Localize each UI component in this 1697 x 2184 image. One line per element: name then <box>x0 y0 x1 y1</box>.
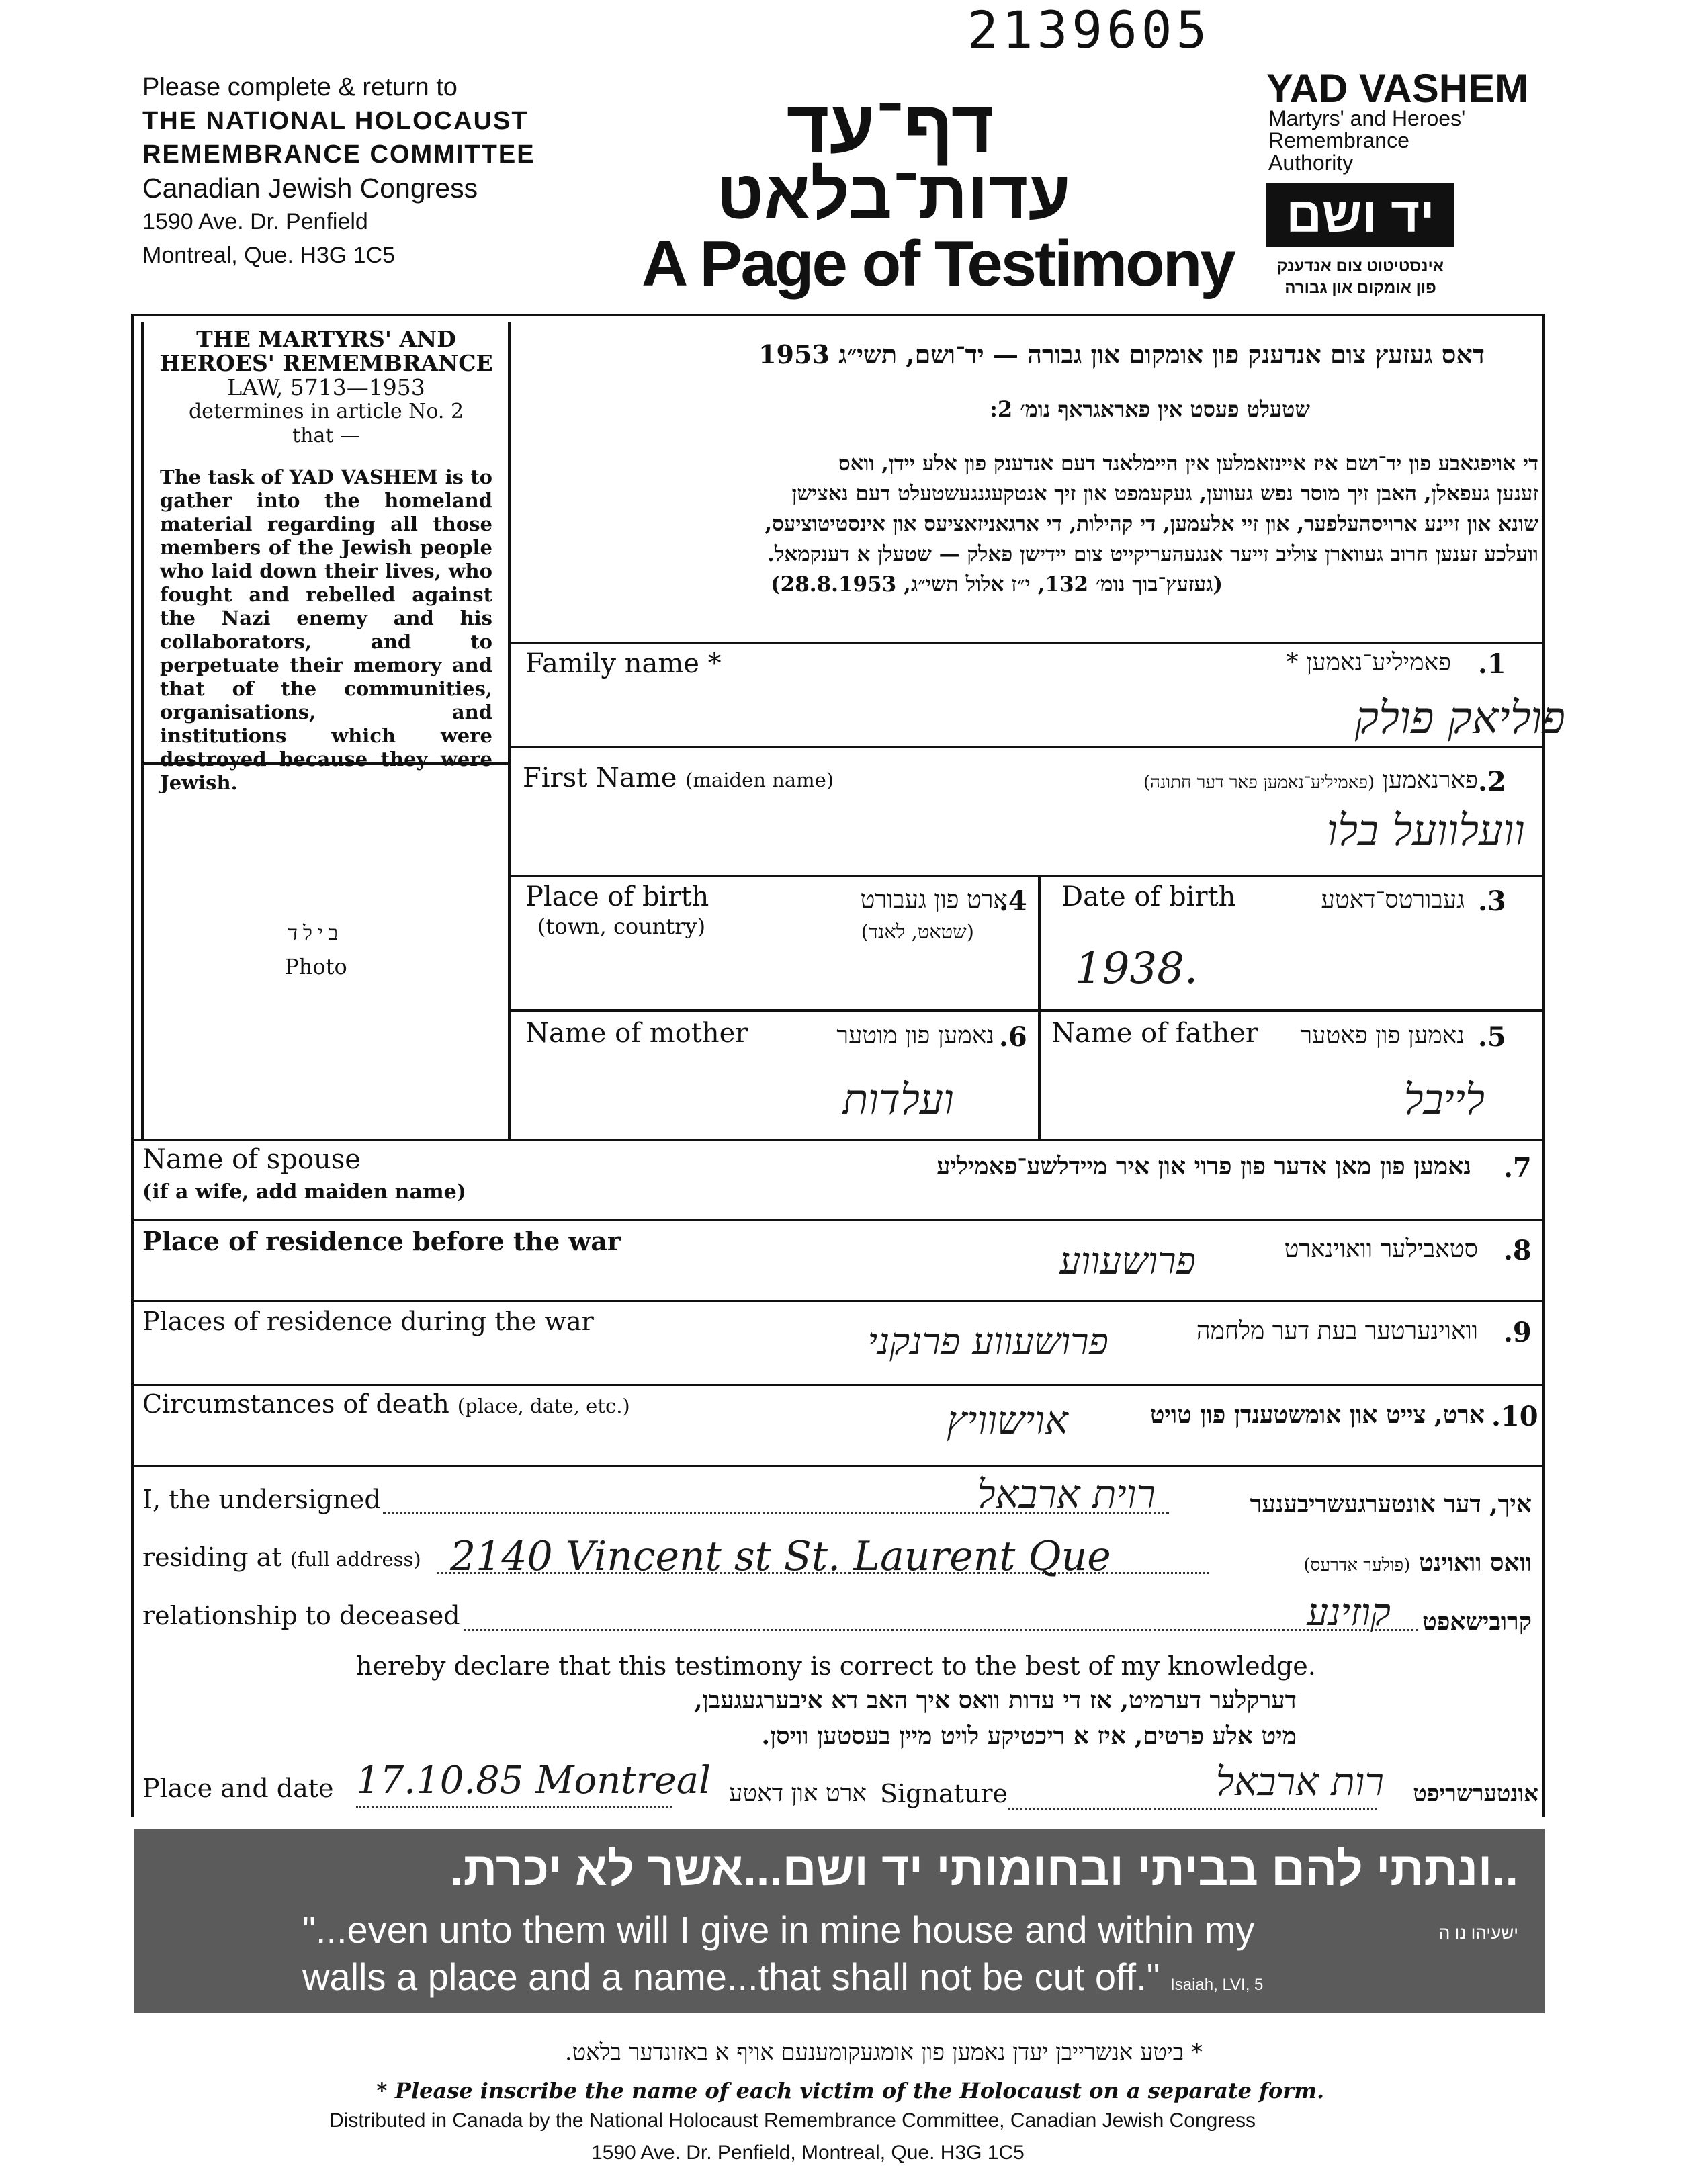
place-of-birth-yiddish-sub: (שטאט, לאנד) <box>861 920 974 943</box>
signature-yiddish: אונטערשריפט <box>1413 1780 1538 1807</box>
name-of-father-label: Name of father <box>1051 1018 1259 1049</box>
banner-english-1: "...even unto them will I give in mine house and within my <box>302 1909 1255 1951</box>
footer-yiddish <box>349 2039 1203 2066</box>
yv-line-2: Remembrance <box>1268 128 1409 152</box>
return-line-1: Please complete & return to <box>142 73 458 101</box>
return-line-6: Montreal, Que. H3G 1C5 <box>142 243 396 268</box>
spouse-label-yiddish: נאמען פון מאן אדער פון פרוי און איר מיידלשע־פאמיליע <box>937 1152 1471 1180</box>
title-yiddish-2: עדות־בלאט <box>716 157 1071 233</box>
family-name-label: Family name * <box>525 648 722 679</box>
residing-value[interactable]: 2140 Vincent st St. Laurent Que <box>450 1533 1111 1580</box>
footer-asterisk-2: * <box>376 2078 395 2103</box>
name-of-father-yiddish: נאמען פון פאטער <box>1300 1022 1465 1049</box>
signature-label: Signature <box>880 1779 1008 1808</box>
residence-during-label: Places of residence during the war <box>142 1307 594 1336</box>
spouse-label: Name of spouse <box>142 1144 361 1175</box>
relationship-value[interactable]: קוזינע <box>1307 1591 1391 1634</box>
undersigned-label: I, the undersigned <box>142 1485 381 1514</box>
return-line-2: THE NATIONAL HOLOCAUST <box>142 107 529 135</box>
yad-vashem-subtitle <box>1268 107 1465 174</box>
name-of-mother-yiddish: נאמען פון מוטער <box>836 1022 994 1049</box>
yv-line-1: Martyrs' and Heroes' <box>1268 106 1466 130</box>
residence-during-value[interactable]: פרושעווע פרנקני <box>867 1320 1108 1364</box>
circumstances-number: .10 <box>1491 1401 1538 1432</box>
residing-label <box>142 1542 421 1572</box>
law-box <box>153 327 499 448</box>
yv-line-3: Authority <box>1268 150 1354 175</box>
yiddish-law-body <box>531 449 1538 600</box>
date-of-birth-number: .3 <box>1478 885 1506 917</box>
place-date-yiddish: ארט און דאטע <box>729 1780 867 1807</box>
relationship-label: relationship to deceased <box>142 1601 460 1630</box>
photo-label-yiddish: בילד <box>288 922 344 945</box>
yv-yiddish-2: פון אומקום און גבורה <box>1285 279 1436 297</box>
name-of-father-number: .5 <box>1478 1021 1506 1053</box>
first-name-yi-sub: (פאמיליע־נאמען פאר דער חתונה) <box>1143 773 1375 793</box>
name-of-mother-number: .6 <box>999 1021 1027 1053</box>
circumstances-label-sub: (place, date, etc.) <box>457 1395 630 1417</box>
footer-english-text: Please inscribe the name of each victim of the Holocaust on a separate form. <box>394 2078 1325 2103</box>
circumstances-label-text: Circumstances of death <box>142 1389 449 1419</box>
return-address-block <box>142 71 535 272</box>
title-yiddish-1: דף־עד <box>786 85 994 168</box>
quote-banner <box>134 1829 1545 2013</box>
first-name-label-text: First Name <box>523 762 677 793</box>
circumstances-yiddish: ארט, צייט און אומשטענדן פון טויט <box>1149 1401 1485 1429</box>
banner-english-ref: Isaiah, LVI, 5 <box>1170 1976 1264 1994</box>
place-date-line <box>356 1806 672 1808</box>
place-of-birth-number: .4 <box>999 885 1027 917</box>
residence-during-number: .9 <box>1504 1317 1532 1348</box>
yiddish-law-line-6: וועלכע זענען חרוב געווארן צוליב זייער אנגעהעריקייט צום יידישן פאלק — שטעלן א דענקמאל. <box>767 542 1538 566</box>
residence-before-label: Place of residence before the war <box>142 1226 621 1256</box>
yiddish-law-sub: שטעלט פעסט אין פאראגראף נומ׳ 2: <box>990 396 1310 422</box>
law-line-4: determines in article No. 2 <box>188 400 464 423</box>
place-of-birth-yiddish: ארט פון געבורט <box>860 886 1008 914</box>
law-line-5: that — <box>292 424 360 447</box>
banner-english-2 <box>302 1955 1263 1999</box>
footer-english <box>376 2078 1324 2103</box>
residing-yiddish <box>1216 1548 1532 1577</box>
undersigned-value[interactable]: רוית ארבאל <box>977 1471 1156 1517</box>
date-of-birth-value[interactable]: 1938. <box>1075 944 1199 994</box>
declaration-text: hereby declare that this testimony is correct to the best of my knowledge. <box>356 1651 1316 1681</box>
name-of-mother-value[interactable]: ועלדות <box>842 1075 954 1124</box>
law-title-1: THE MARTYRS' AND <box>196 326 456 352</box>
yiddish-law-line-7: (געזעץ־בוך נומ׳ 132, י״ז אלול תשי״ג, 28.8.1953) <box>771 572 1223 597</box>
residence-before-value[interactable]: פרושעווע <box>1059 1239 1196 1283</box>
yiddish-law-line-5: שונא און זיינע ארויסהעלפער, און זיי אלעמען, די קהילות, די ארגאניזאציעס און אינסטיטוציעס, <box>765 512 1538 536</box>
return-line-4: Canadian Jewish Congress <box>142 173 478 204</box>
first-name-yi-text: פארנאמען <box>1382 767 1478 794</box>
circumstances-value[interactable]: אוישוויץ <box>946 1397 1068 1443</box>
footer-distribution-1: Distributed in Canada by the National Holocaust Remembrance Committee, Canadian Jewish Congress <box>329 2109 1256 2132</box>
undersigned-yiddish: איך, דער אונטערגעשריבענער <box>1250 1490 1532 1518</box>
first-name-label-sub: (maiden name) <box>685 769 834 791</box>
family-name-number: .1 <box>1478 648 1506 680</box>
footer-asterisk-1: * <box>1184 2039 1203 2066</box>
spouse-label-sub: (if a wife, add maiden name) <box>142 1180 466 1204</box>
first-name-value[interactable]: וועלוועל בלו <box>1326 806 1525 856</box>
residing-label-text: residing at <box>142 1542 282 1572</box>
residing-label-sub: (full address) <box>290 1548 421 1571</box>
yv-yiddish-1: אינסטיטוט צום אנדענק <box>1276 257 1444 275</box>
circumstances-label <box>142 1389 630 1419</box>
signature-value[interactable]: רות ארבאל <box>1215 1759 1384 1804</box>
family-name-label-yiddish: פאמיליע־נאמען * <box>1286 649 1451 676</box>
name-of-father-value[interactable]: לייבל <box>1403 1075 1485 1124</box>
return-line-5: 1590 Ave. Dr. Penfield <box>142 209 368 234</box>
first-name-number: .2 <box>1478 766 1506 797</box>
banner-english-2-text: walls a place and a name...that shall not be cut off." <box>302 1956 1160 1998</box>
place-of-birth-sub: (town, country) <box>537 914 706 939</box>
residence-before-number: .8 <box>1504 1235 1532 1266</box>
place-of-birth-label: Place of birth <box>525 881 709 912</box>
relationship-yiddish: קרובישאפט <box>1422 1608 1532 1636</box>
first-name-label <box>523 762 834 793</box>
residing-yi-text: וואס וואוינט <box>1418 1548 1532 1577</box>
spouse-number: .7 <box>1504 1152 1532 1184</box>
yad-vashem-logo: יד ושם <box>1266 183 1454 247</box>
declaration-yiddish-1: דערקלער דערמיט, אז די עדות וואס איך האב דא איבערגעגעבן, <box>694 1686 1297 1714</box>
banner-hebrew-ref: ישעיהו נו ה <box>1438 1923 1518 1943</box>
law-body: The task of YAD VASHEM is to gather into the homeland material regarding all those members of the Jewish people who laid down their lives, who fought and rebelled against the Nazi enemy and his collaborators, and to perpetuate their memory and that of the communities, organisations, and institutions which were destroyed because they were Jewish. <box>160 466 492 794</box>
residence-before-yiddish: סטאבילער וואוינארט <box>1284 1235 1478 1263</box>
document-number: 2139605 <box>967 0 1211 60</box>
yad-vashem-name: YAD VASHEM <box>1266 66 1529 111</box>
date-of-birth-yiddish: געבורטס־דאטע <box>1321 886 1465 914</box>
first-name-label-yiddish <box>1014 766 1478 794</box>
photo-label: Photo <box>284 954 347 979</box>
name-of-mother-label: Name of mother <box>525 1018 748 1049</box>
law-title-2: HEROES' REMEMBRANCE <box>159 350 493 376</box>
signature-line <box>1008 1808 1377 1810</box>
banner-hebrew-text: ..ונתתי להם בביתי ובחומותי יד ושם...אשר לא יכרת. <box>450 1843 1518 1895</box>
footer-distribution-2: 1590 Ave. Dr. Penfield, Montreal, Que. H3G 1C5 <box>591 2142 1025 2164</box>
family-name-value[interactable]: פוליאק פולק <box>1354 692 1565 744</box>
declaration-yiddish-2: מיט אלע פרטים, איז א ריכטיקע לויט מיין בעסטען וויסן. <box>761 1722 1297 1750</box>
residence-during-yiddish: וואוינערטער בעת דער מלחמה <box>1196 1317 1478 1345</box>
law-title-3: LAW, 5713—1953 <box>227 374 425 400</box>
page-title: A Page of Testimony <box>642 228 1234 300</box>
footer-yiddish-text: ביטע אנשרייבן יעדן נאמען פון אומגעקומענעם אויף א באזונדער בלאט. <box>564 2039 1184 2066</box>
place-date-value[interactable]: 17.10.85 Montreal <box>356 1759 711 1802</box>
return-line-3: REMEMBRANCE COMMITTEE <box>142 140 535 169</box>
date-of-birth-label: Date of birth <box>1061 881 1236 912</box>
yiddish-law-line-3: די אויפגאבע פון יד־ושם איז איינזאמלען אין היימלאנד דעם אנדענק פון אלע יידן, וואס <box>838 451 1538 476</box>
yiddish-law-line-4: זענען געפאלן, האבן זיך מוסר נפש געווען, געקעמפט און זיך אנטקעגנגעשטעלט דעם נאצישן <box>791 482 1538 506</box>
residing-yi-sub: (פולער אדרעס) <box>1303 1555 1411 1575</box>
place-date-label: Place and date <box>142 1774 334 1803</box>
yiddish-law-title: דאס געזעץ צום אנדענק פון אומקום און גבורה — יד־ושם, תשי״ג 1953 <box>758 339 1485 369</box>
